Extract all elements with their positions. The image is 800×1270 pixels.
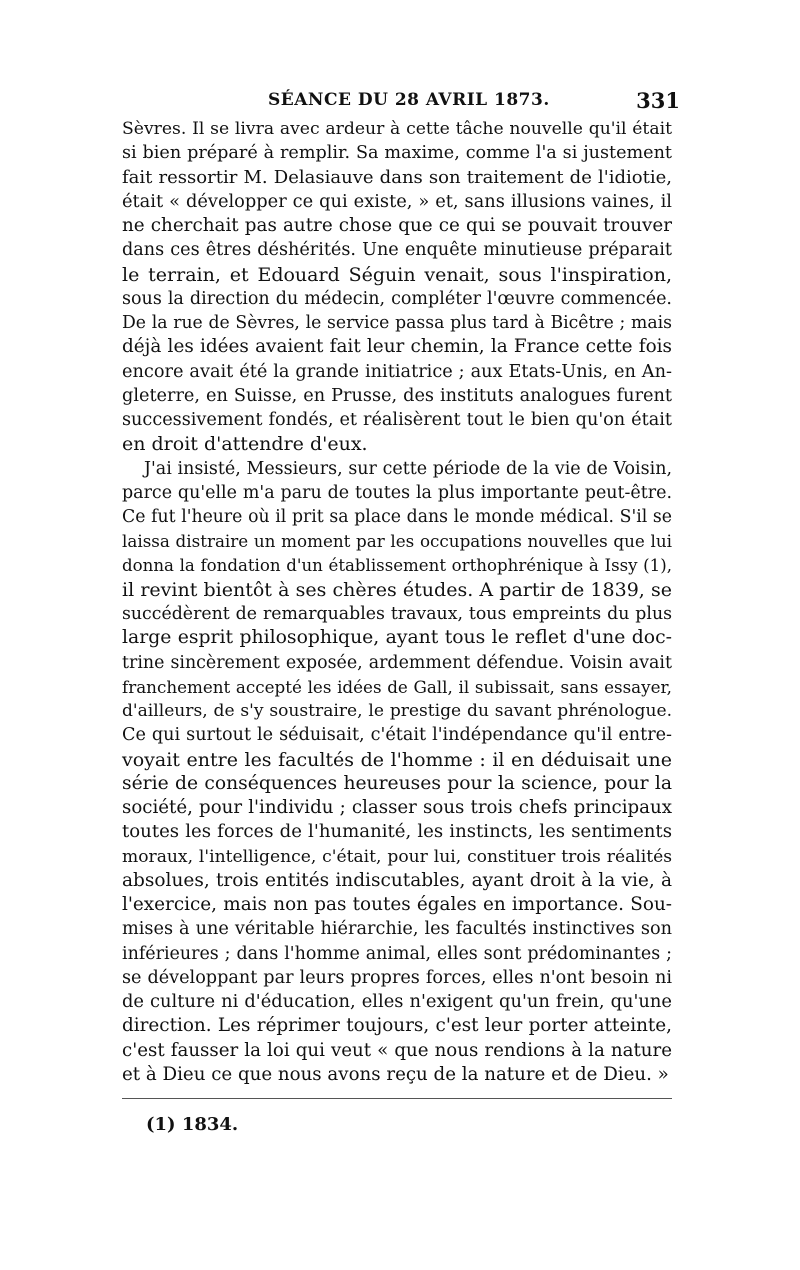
text-line: c'est fausser la loi qui veut « que nous rendions à la nature — [122, 1039, 672, 1061]
text-line: Ce qui surtout le séduisait, c'était l'indépendance qu'il entre- — [122, 725, 672, 746]
text-line: si bien préparé à remplir. Sa maxime, comme l'a si justement — [122, 143, 672, 164]
footnote: (1) 1834. — [146, 1114, 239, 1135]
text-line: moraux, l'intelligence, c'était, pour lui, constituer trois réalités — [122, 846, 672, 867]
text-line: de culture ni d'éducation, elles n'exigent qu'un frein, qu'une — [122, 991, 672, 1012]
text-line: le terrain, et Edouard Séguin venait, sous l'inspiration, — [122, 263, 672, 286]
text-line: d'ailleurs, de s'y soustraire, le prestige du savant phrénologue. — [122, 701, 672, 721]
footnote-rule — [122, 1098, 672, 1099]
text-line: ne cherchait pas autre chose que ce qui se pouvait trouver — [122, 215, 672, 236]
text-line: mises à une véritable hiérarchie, les facultés instinctives son — [122, 919, 672, 940]
text-line: direction. Les réprimer toujours, c'est leur porter atteinte, — [122, 1015, 672, 1037]
text-line: était « développer ce qui existe, » et, sans illusions vaines, il — [122, 190, 672, 212]
body-text — [122, 117, 672, 1087]
text-line: laissa distraire un moment par les occupations nouvelles que lui — [122, 531, 672, 552]
text-line: fait ressortir M. Delasiauve dans son traitement de l'idiotie, — [122, 166, 672, 188]
running-head — [120, 90, 680, 120]
text-line: gleterre, en Suisse, en Prusse, des instituts analogues furent — [122, 385, 672, 406]
text-line: série de conséquences heureuses pour la science, pour la — [122, 772, 672, 794]
text-line: trine sincèrement exposée, ardemment défendue. Voisin avait — [122, 652, 672, 673]
text-line: encore avait été la grande initiatrice ; aux Etats-Unis, en An- — [122, 361, 672, 382]
text-line: et à Dieu ce que nous avons reçu de la nature et de Dieu. » — [122, 1063, 669, 1085]
running-title: SÉANCE DU 28 AVRIL 1873. — [268, 90, 550, 110]
text-line: large esprit philosophique, ayant tous le reflet d'une doc- — [122, 627, 672, 649]
text-line: donna la fondation d'un établissement orthophrénique à Issy (1), — [122, 555, 672, 575]
text-line: J'ai insisté, Messieurs, sur cette période de la vie de Voisin, — [144, 458, 672, 479]
page-number: 331 — [636, 88, 680, 113]
text-line: il revint bientôt à ses chères études. A partir de 1839, se — [122, 578, 672, 601]
text-line: inférieures ; dans l'homme animal, elles sont prédominantes ; — [122, 943, 672, 964]
text-line: Sèvres. Il se livra avec ardeur à cette tâche nouvelle qu'il était — [122, 119, 672, 139]
text-line: franchement accepté les idées de Gall, il subissait, sans essayer, — [122, 676, 672, 697]
text-line: dans ces êtres déshérités. Une enquête minutieuse préparait — [122, 240, 672, 261]
text-line: sous la direction du médecin, compléter l'œuvre commencée. — [122, 288, 672, 309]
text-line: se développant par leurs propres forces, elles n'ont besoin ni — [122, 967, 672, 988]
text-line: l'exercice, mais non pas toutes égales en importance. Sou- — [122, 894, 672, 915]
text-line: Ce fut l'heure où il prit sa place dans le monde médical. S'il se — [122, 507, 672, 527]
text-line: absolues, trois entités indiscutables, ayant droit à la vie, à — [122, 869, 672, 891]
text-line: parce qu'elle m'a paru de toutes la plus importante peut-être. — [122, 482, 672, 503]
text-line: successivement fondés, et réalisèrent tout le bien qu'on était — [122, 410, 672, 430]
text-line: succédèrent de remarquables travaux, tous empreints du plus — [122, 604, 672, 624]
text-line: en droit d'attendre d'eux. — [122, 433, 368, 456]
text-line: toutes les forces de l'humanité, les instincts, les sentiments — [122, 821, 672, 843]
text-line: De la rue de Sèvres, le service passa plus tard à Bicêtre ; mais — [122, 313, 672, 333]
text-line: voyait entre les facultés de l'homme : il en déduisait une — [122, 748, 672, 771]
text-line: société, pour l'individu ; classer sous trois chefs principaux — [122, 797, 672, 818]
text-line: déjà les idées avaient fait leur chemin, la France cette fois — [122, 336, 672, 358]
